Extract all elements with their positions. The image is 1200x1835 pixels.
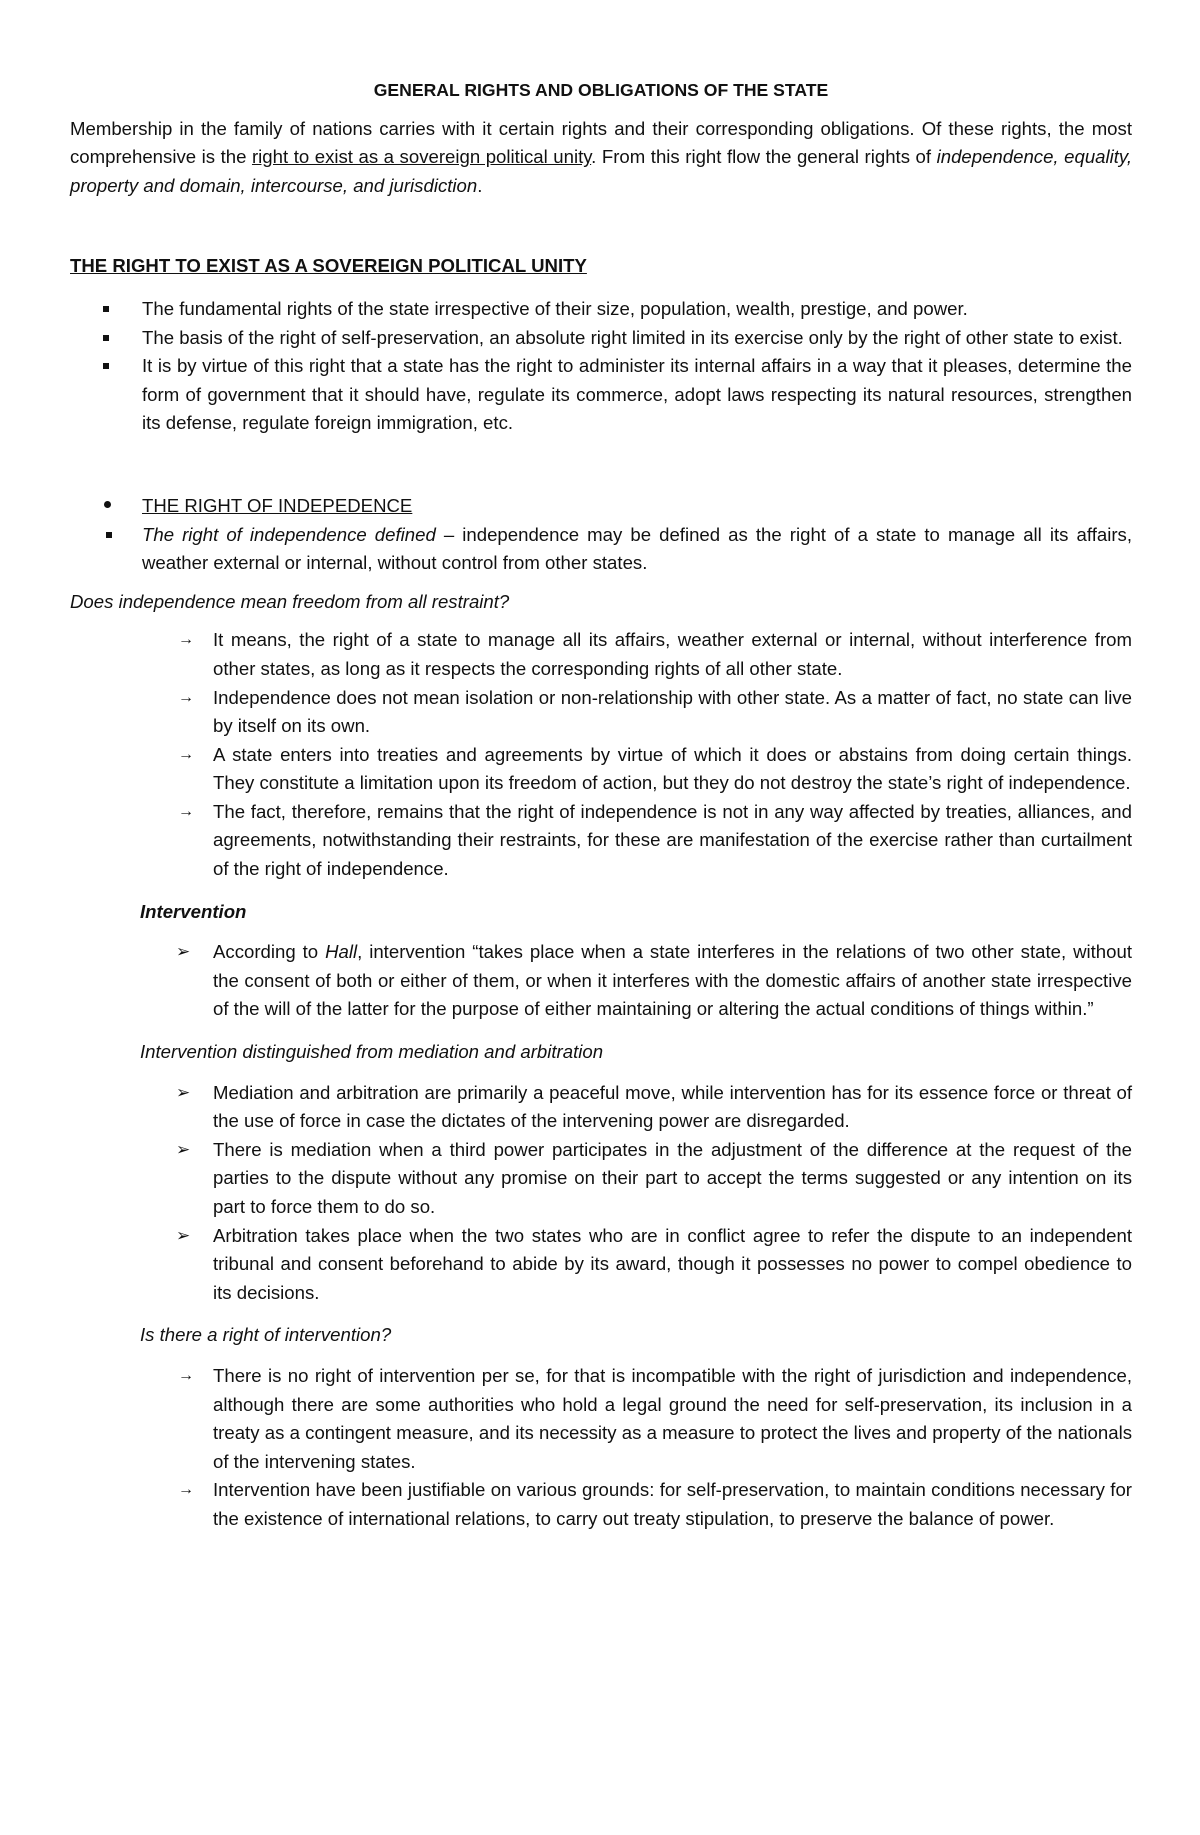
- round-bullet-icon: [104, 501, 111, 508]
- list-item: [70, 1222, 1132, 1308]
- list-item-text: The basis of the right of self-preservation, an absolute right limited in its exercise only by the right of other state to exist.: [142, 326, 1123, 348]
- arrowhead-bullet-icon: ➢: [176, 942, 191, 962]
- square-bullet-icon: [103, 335, 109, 341]
- intervention-heading: Intervention: [140, 900, 247, 922]
- list-item-text: Arbitration takes place when the two states who are in conflict agree to refer the dispute to an independent tribunal and consent beforehand to abide by its award, though it possesses no power to compel obedience to its decisions.: [213, 1224, 1132, 1303]
- distinguished-heading: Intervention distinguished from mediation and arbitration: [140, 1041, 604, 1063]
- intro-underlined-phrase: right to exist as a sovereign political unity: [251, 146, 592, 168]
- right-to-exist-list: [70, 295, 1132, 438]
- distinguished-list: [70, 1079, 1132, 1308]
- list-item: [70, 1476, 1132, 1533]
- list-item-text: It is by virtue of this right that a state has the right to administer its internal affairs in a way that it pleases, determine the form of government that it should have, regulate its commerce, adopt laws respecting its natural resources, strengthen its defense, regulate foreign immigration, etc.: [142, 355, 1132, 434]
- arrowhead-bullet-icon: ➢: [176, 1225, 191, 1245]
- independence-section: [70, 492, 1132, 521]
- list-item: [70, 938, 1132, 1024]
- arrow-right-icon: →: [178, 802, 194, 820]
- list-item: [70, 684, 1132, 741]
- arrow-right-icon: →: [178, 688, 194, 706]
- intro-text-2: . From this right flow the general rights of: [591, 146, 937, 168]
- definition-term: The right of independence defined: [142, 523, 436, 545]
- square-bullet-icon: [103, 363, 109, 369]
- right-of-intervention-list: [70, 1362, 1132, 1534]
- list-item-text: There is mediation when a third power participates in the adjustment of the difference at the request of the parties to the dispute without any promise on their part to accept the terms suggested or any intention on its part to force them to do so.: [213, 1138, 1132, 1217]
- hall-text: , intervention “takes place when a state interferes in the relations of two other state, without the consent of both or either of them, or when it interferes with the domestic affairs of another state irrespective of the will of the latter for the purpose of either maintaining or altering the actual conditions of things within.”: [213, 941, 1132, 1020]
- list-item: [70, 798, 1132, 884]
- list-item-text: There is no right of intervention per se, for that is incompatible with the right of jurisdiction and independence, although there are some authorities who hold a legal ground the need for self-preservation, its inclusion in a treaty as a contingent measure, and its necessity as a measure to protect the lives and property of the nationals of the intervening states.: [213, 1364, 1132, 1472]
- list-item-text: The fundamental rights of the state irrespective of their size, population, wealth, prestige, and power.: [142, 297, 968, 319]
- list-item: [70, 1362, 1132, 1476]
- list-item-text: Intervention have been justifiable on various grounds: for self-preservation, to maintain conditions necessary for the existence of international relations, to carry out treaty stipulation, to preserve the balance of power.: [213, 1479, 1132, 1529]
- hall-definition-list: [70, 938, 1132, 1024]
- section-heading-independence: THE RIGHT OF INDEPEDENCE: [142, 494, 413, 516]
- list-item: [70, 352, 1132, 438]
- list-item: [70, 295, 1132, 324]
- definition-text: – independence may be defined as the right of a state to manage all its affairs, weather external or internal, without control from other states.: [142, 523, 1132, 574]
- right-of-intervention-question: Is there a right of intervention?: [140, 1324, 392, 1346]
- intro-text-3: .: [477, 174, 483, 196]
- arrow-right-icon: →: [178, 1481, 194, 1499]
- list-item-text: Independence does not mean isolation or non-relationship with other state. As a matter of fact, no state can live by itself on its own.: [213, 686, 1132, 737]
- independence-question: Does independence mean freedom from all restraint?: [70, 590, 510, 612]
- square-bullet-icon: [103, 306, 109, 312]
- arrow-right-icon: →: [178, 631, 194, 649]
- document-title: GENERAL RIGHTS AND OBLIGATIONS OF THE STATE: [373, 80, 829, 100]
- list-item: [70, 626, 1132, 683]
- list-item: [70, 741, 1132, 798]
- arrow-right-icon: →: [178, 1366, 194, 1384]
- independence-answers-list: [70, 626, 1132, 883]
- list-item: [70, 324, 1132, 353]
- list-item-text: It means, the right of a state to manage all its affairs, weather external or internal, without interference from other states, as long as it respects the corresponding rights of all other state.: [213, 629, 1132, 679]
- square-bullet-icon: [106, 532, 112, 538]
- list-item-text: Mediation and arbitration are primarily a peaceful move, while intervention has for its essence force or threat of the use of force in case the dictates of the intervening power are disregarded.: [213, 1081, 1132, 1132]
- hall-name: Hall: [325, 941, 358, 963]
- intro-italic-rights: independence, equality, property and domain, intercourse, and jurisdiction: [70, 146, 1133, 196]
- list-item: [70, 1079, 1132, 1136]
- list-item: [70, 1136, 1132, 1222]
- intro-paragraph: [70, 115, 1132, 201]
- intro-text-1: Membership in the family of nations carries with it certain rights and their corresponding obligations. Of these rights, the most comprehensive is the: [70, 117, 1132, 168]
- list-item-text: A state enters into treaties and agreements by virtue of which it does or abstains from doing certain things. They constitute a limitation upon its freedom of action, but they do not destroy the state’s right of independence.: [213, 743, 1132, 794]
- list-item-text: The fact, therefore, remains that the right of independence is not in any way affected by treaties, alliances, and agreements, notwithstanding their restraints, for these are manifestation of the exercise rather than curtailment of the right of independence.: [213, 800, 1132, 880]
- arrow-right-icon: →: [178, 745, 194, 763]
- arrowhead-bullet-icon: ➢: [176, 1139, 191, 1159]
- section-heading-right-to-exist: THE RIGHT TO EXIST AS A SOVEREIGN POLITICAL UNITY: [70, 255, 587, 277]
- independence-definition: [70, 521, 1132, 578]
- hall-prefix: According to: [213, 941, 326, 963]
- arrowhead-bullet-icon: ➢: [176, 1082, 191, 1102]
